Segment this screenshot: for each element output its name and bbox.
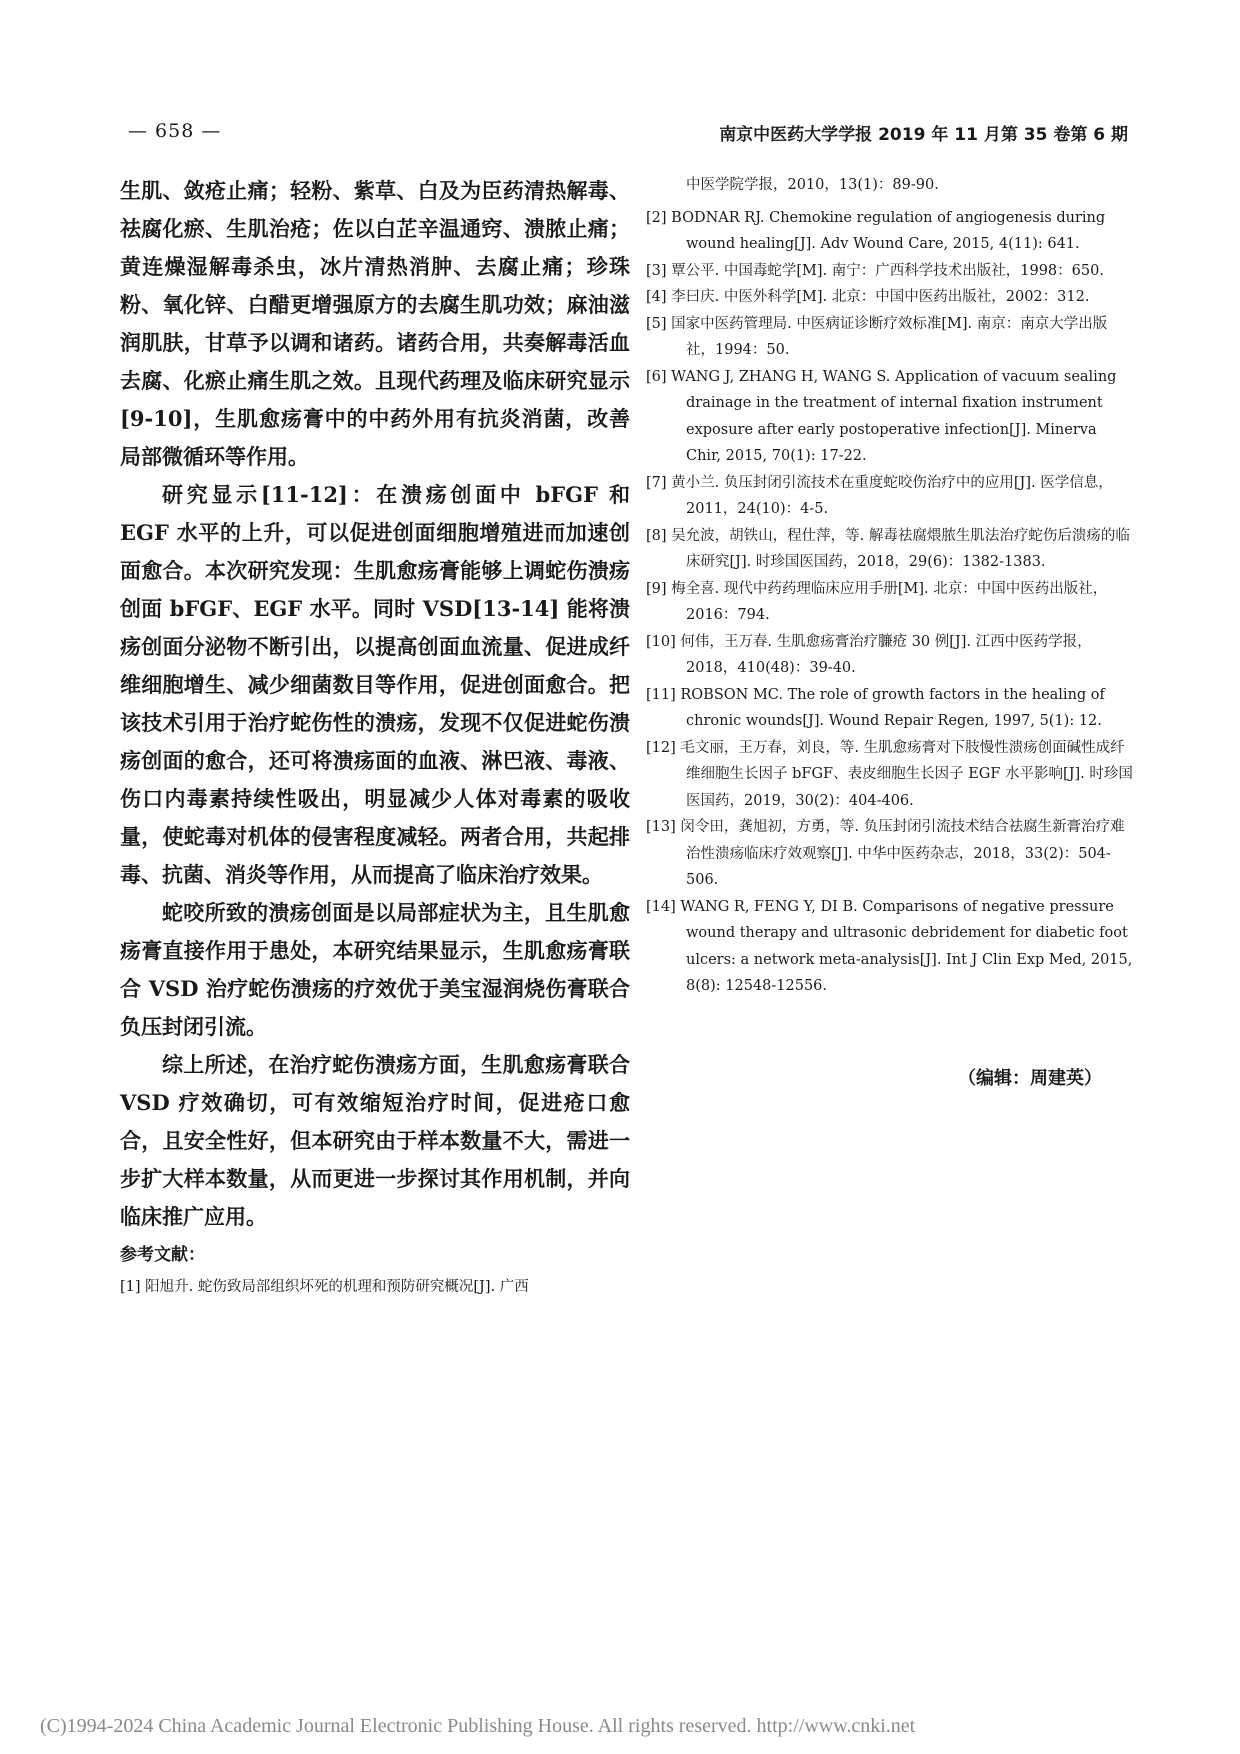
left-column bbox=[120, 172, 630, 1301]
copyright-watermark: (C)1994-2024 China Academic Journal Electronic Publishing House. All rights reserved. http://www.cnki.net bbox=[40, 1715, 916, 1737]
journal-running-title: 南京中医药大学学报 2019 年 11 月第 35 卷第 6 期 bbox=[719, 125, 1128, 145]
reference-item: [10] 何伟，王万春. 生肌愈疡膏治疗臁疮 30 例[J]. 江西中医药学报，2018，410(48)：39-40. bbox=[646, 633, 1092, 676]
reference-item: [6] WANG J, ZHANG H, WANG S. Application of vacuum sealing drainage in the treatment of internal fixation instrument exposure after early postoperative infection[J]. Minerva Chir, 2015, 70(1): 17-22. bbox=[646, 368, 1117, 464]
body-paragraph: 生肌、敛疮止痛；轻粉、紫草、白及为臣药清热解毒、祛腐化瘀、生肌治疮；佐以白芷辛温通窍、溃脓止痛；黄连燥湿解毒杀虫，冰片清热消肿、去腐止痛；珍珠粉、氧化锌、白醋更增强原方的去腐生肌功效；麻油滋润肌肤，甘草予以调和诸药。诸药合用，共奏解毒活血去腐、化瘀止痛生肌之效。且现代药理及临床研究显示[9-10]，生肌愈疡膏中的中药外用有抗炎消菌，改善局部微循环等作用。 bbox=[120, 178, 630, 469]
reference-list bbox=[646, 205, 1134, 1000]
reference-item: [13] 闵令田，龚旭初，方勇，等. 负压封闭引流技术结合祛腐生新膏治疗难治性溃疡临床疗效观察[J]. 中华中医药杂志，2018，33(2)：504-506. bbox=[646, 819, 1125, 888]
reference-item: [4] 李曰庆. 中医外科学[M]. 北京：中国中医药出版社，2002：312. bbox=[646, 289, 1090, 305]
references-heading: 参考文献： bbox=[120, 1245, 205, 1265]
reference-item: [8] 吴允波，胡铁山，程仕萍，等. 解毒祛腐煨脓生肌法治疗蛇伤后溃疡的临床研究[J]. 时珍国医国药，2018，29(6)：1382-1383. bbox=[646, 527, 1130, 570]
reference-item: [11] ROBSON MC. The role of growth factors in the healing of chronic wounds[J]. Wound Repair Regen, 1997, 5(1): 12. bbox=[646, 686, 1105, 729]
body-paragraph: 综上所述，在治疗蛇伤溃疡方面，生肌愈疡膏联合 VSD 疗效确切，可有效缩短治疗时间，促进疮口愈合，且安全性好，但本研究由于样本数量不大，需进一步扩大样本数量，从而更进一步探讨其作用机制，并向临床推广应用。 bbox=[120, 1052, 630, 1229]
reference-item: [9] 梅全喜. 现代中药药理临床应用手册[M]. 北京：中国中医药出版社，2016：794. bbox=[646, 580, 1108, 623]
reference-item: [3] 覃公平. 中国毒蛇学[M]. 南宁：广西科学技术出版社，1998：650. bbox=[646, 262, 1104, 279]
reference-item: [7] 黄小兰. 负压封闭引流技术在重度蛇咬伤治疗中的应用[J]. 医学信息，2011，24(10)：4-5. bbox=[646, 474, 1113, 517]
reference-item: [12] 毛文丽，王万春，刘良，等. 生肌愈疡膏对下肢慢性溃疡创面碱性成纤维细胞生长因子 bFGF、表皮细胞生长因子 EGF 水平影响[J]. 时珍国医国药，2019，30(2)：404-406. bbox=[646, 739, 1133, 809]
page-header bbox=[128, 120, 1128, 150]
reference-item: [5] 国家中医药管理局. 中医病证诊断疗效标准[M]. 南京：南京大学出版社，1994：50. bbox=[646, 315, 1108, 358]
reference-continuation: 中医学院学报，2010，13(1)：89-90. bbox=[686, 177, 939, 193]
page-number: — 658 — bbox=[128, 120, 222, 142]
body-paragraph: 蛇咬所致的溃疡创面是以局部症状为主，且生肌愈疡膏直接作用于患处，本研究结果显示，生肌愈疡膏联合 VSD 治疗蛇伤溃疡的疗效优于美宝湿润烧伤膏联合负压封闭引流。 bbox=[120, 900, 630, 1039]
editor-credit: （编辑：周建英） bbox=[958, 1068, 1102, 1089]
reference-item: [1] 阳旭升. 蛇伤致局部组织坏死的机理和预防研究概况[J]. 广西 bbox=[120, 1279, 529, 1295]
reference-item: [14] WANG R, FENG Y, DI B. Comparisons of negative pressure wound therapy and ultrasonic debridement for diabetic foot ulcers: a network meta-analysis[J]. Int J Clin Exp Med, 2015, 8(8): 12548-12556. bbox=[646, 898, 1133, 994]
right-column bbox=[646, 172, 1134, 1000]
body-paragraph: 研究显示[11-12]：在溃疡创面中 bFGF 和 EGF 水平的上升，可以促进创面细胞增殖进而加速创面愈合。本次研究发现：生肌愈疡膏能够上调蛇伤溃疡创面 bFGF、EGF 水平。同时 VSD[13-14] 能将溃疡创面分泌物不断引出，以提高创面血流量、促进成纤维细胞增生、减少细菌数目等作用，促进创面愈合。把该技术引用于治疗蛇伤性的溃疡，发现不仅促进蛇伤溃疡创面的愈合，还可将溃疡面的血液、淋巴液、毒液、伤口内毒素持续性吸出，明显减少人体对毒素的吸收量，使蛇毒对机体的侵害程度减轻。两者合用，共起排毒、抗菌、消炎等作用，从而提高了临床治疗效果。 bbox=[120, 482, 630, 887]
reference-item: [2] BODNAR RJ. Chemokine regulation of angiogenesis during wound healing[J]. Adv Wound Care, 2015, 4(11): 641. bbox=[646, 209, 1106, 252]
